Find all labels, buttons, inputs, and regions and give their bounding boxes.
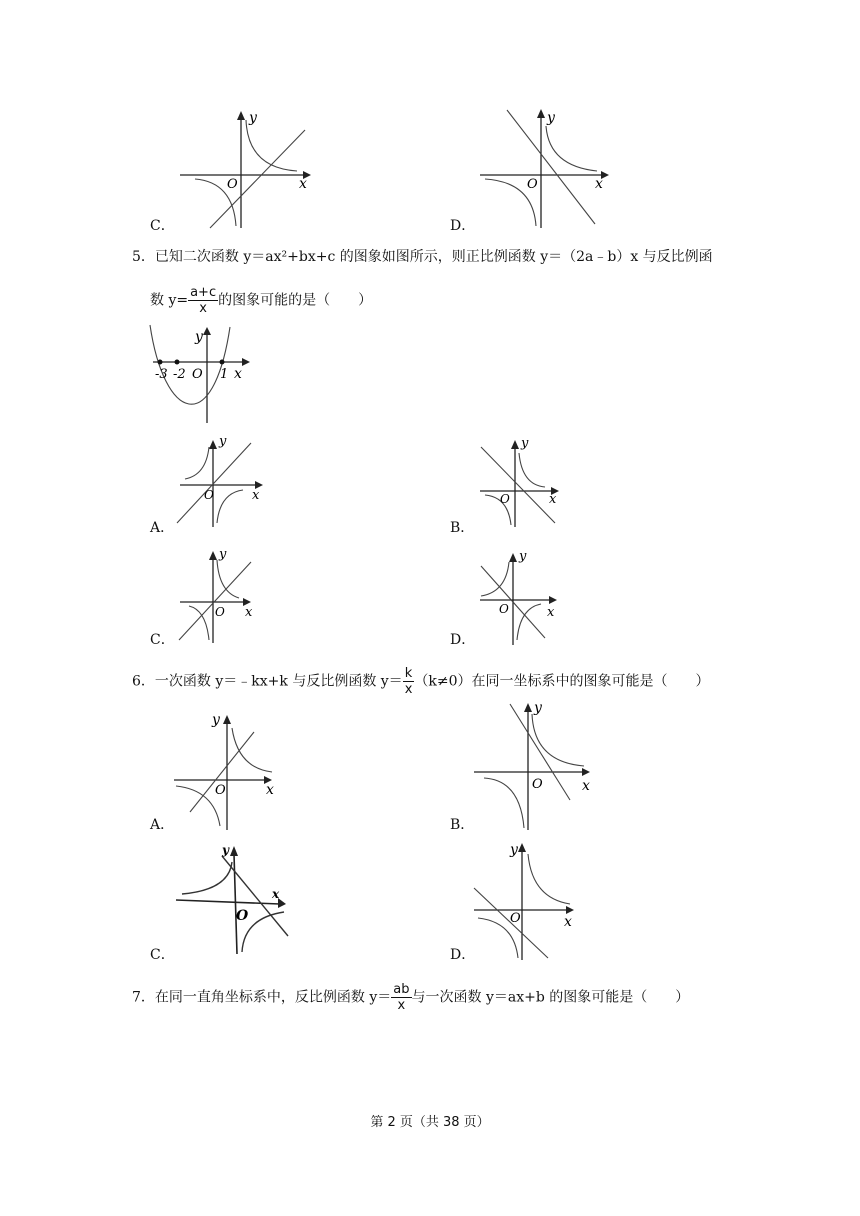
origin-label: O [215, 605, 225, 619]
axis-y-label: y [534, 700, 542, 716]
q5-option-c-label: C． [150, 632, 175, 648]
q6-graph-a [172, 710, 282, 830]
q6-option-b-label: B． [450, 817, 475, 833]
origin-label: O [500, 492, 510, 506]
axis-x-label: x [272, 887, 280, 901]
axis-y-label: y [510, 842, 518, 858]
q5-parabola-graph [150, 325, 260, 425]
q6-frac-den: x [404, 682, 413, 697]
axis-x-label: x [252, 488, 260, 503]
q7-number: 7． [132, 989, 155, 1006]
q7-fraction [391, 982, 411, 1013]
tick-neg3: -3 [155, 367, 168, 382]
page-footer: 第 2 页（共 38 页） [370, 1115, 490, 1130]
origin-label: O [215, 783, 226, 798]
origin-label: O [527, 177, 538, 192]
q6-graph-d [472, 840, 582, 960]
axis-x-label: x [549, 492, 557, 507]
q5-option-d-label: D． [450, 632, 476, 648]
q5-question-line1 [132, 247, 713, 267]
origin-label: O [227, 177, 238, 192]
axis-x-label: x [234, 366, 242, 382]
tick-1: 1 [220, 367, 229, 382]
origin-label: O [192, 367, 203, 382]
q7-text-suffix: 与一次函数 y＝ax+b 的图象可能是（ ） [411, 989, 690, 1006]
axis-y-label: y [249, 110, 257, 126]
axis-y-label: y [222, 843, 229, 857]
q5-line2-prefix: 数 y= [150, 292, 189, 309]
origin-label: O [236, 908, 249, 924]
axis-x-label: x [595, 176, 603, 192]
q6-number: 6． [132, 673, 155, 690]
q4-graph-d [475, 106, 615, 231]
q7-frac-num: ab [393, 982, 410, 997]
q5-graph-d [475, 550, 570, 645]
axis-y-label: y [219, 547, 227, 562]
q6-fraction [403, 666, 415, 697]
q7-text-prefix: 在同一直角坐标系中，反比例函数 y＝ [154, 989, 392, 1006]
q4-option-c-label: C． [150, 218, 175, 234]
q4-option-d-label: D． [450, 218, 476, 234]
tick-neg2: -2 [173, 367, 186, 382]
axis-y-label: y [519, 549, 527, 564]
q5-graph-c [175, 548, 270, 643]
q5-question-line2 [150, 285, 372, 316]
axis-y-label: y [195, 329, 203, 345]
q5-line2-suffix: 的图象可能的是（ ） [218, 292, 373, 309]
axis-y-label: y [521, 436, 529, 451]
q5-option-b-label: B． [450, 520, 475, 536]
q6-option-d-label: D． [450, 947, 476, 963]
q4-graph-c [175, 108, 315, 233]
axis-y-label: y [219, 434, 227, 449]
q6-text-suffix: （k≠0）在同一坐标系中的图象可能是（ ） [414, 673, 710, 690]
q5-fraction [188, 285, 218, 316]
axis-x-label: x [299, 176, 307, 192]
q5-number: 5． [132, 249, 155, 265]
q6-question [132, 666, 710, 697]
q5-frac-num: a+c [190, 285, 217, 300]
q6-graph-b [472, 700, 597, 830]
q6-text-prefix: 一次函数 y＝﹣kx+k 与反比例函数 y＝ [154, 673, 403, 690]
axis-x-label: x [564, 914, 572, 930]
origin-label: O [510, 911, 521, 926]
q6-frac-num: k [403, 666, 415, 682]
q5-graph-b [475, 437, 570, 527]
axis-x-label: x [547, 605, 555, 620]
q7-frac-den: x [397, 998, 406, 1013]
q5-option-a-label: A． [150, 520, 175, 536]
q5-text-line1: 已知二次函数 y＝ax²+bx+c 的图象如图所示，则正比例函数 y＝（2a﹣b）x 与反比例函 [154, 249, 713, 265]
axis-x-label: x [245, 605, 253, 620]
origin-label: O [204, 488, 214, 502]
axis-x-label: x [266, 782, 274, 798]
axis-y-label: y [547, 110, 555, 126]
origin-label: O [532, 777, 543, 792]
q6-option-a-label: A． [150, 817, 175, 833]
q5-graph-a [175, 434, 270, 527]
axis-y-label: y [212, 712, 220, 728]
q7-question [132, 982, 689, 1013]
axis-x-label: x [582, 778, 590, 794]
origin-label: O [499, 602, 509, 616]
q5-frac-den: x [199, 301, 207, 316]
q6-graph-c [172, 842, 292, 957]
q6-option-c-label: C． [150, 947, 175, 963]
